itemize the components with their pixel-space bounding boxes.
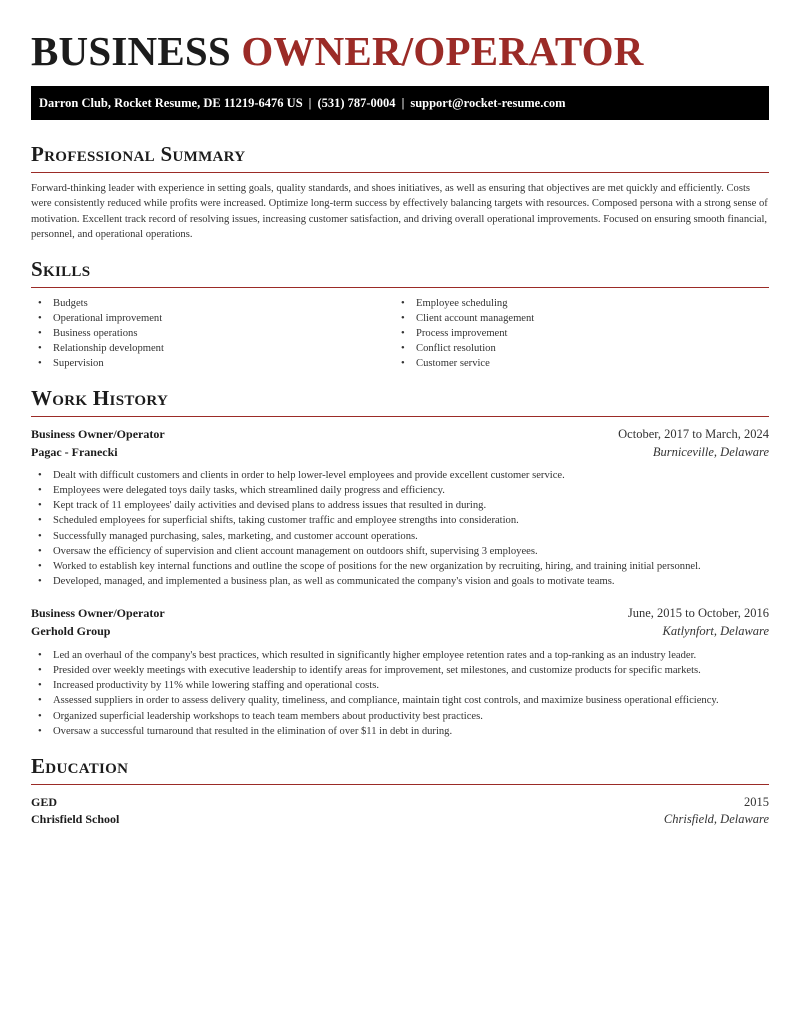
job-duty: • Organized superficial leadership workshops to teach team members about productivity best practices. xyxy=(31,709,769,724)
education-degree: GED xyxy=(31,795,58,809)
education-location: Chrisfield, Delaware xyxy=(663,812,769,826)
skill-item: • Supervision xyxy=(31,356,164,371)
job-title: Business Owner/Operator xyxy=(31,606,165,620)
job-duty: • Oversaw the efficiency of supervision and client account management on outdoors shift, supervising 3 employees. xyxy=(31,544,769,559)
job-duty: • Presided over weekly meetings with executive leadership to identify areas for improvement, set milestones, and customize products for specific markets. xyxy=(31,663,769,678)
job-duties-list xyxy=(31,468,769,589)
skill-item: • Relationship development xyxy=(31,341,164,356)
summary-text: Forward-thinking leader with experience in setting goals, quality standards, and shoes initiatives, as well as ensuring that objectives are met quickly and efficiently. Costs were consistently reduced while profits were increased. Optimize long-term success by effectively balancing targets with resources. Composed persona with a strong sense of motivation. Excellent track record of resolving issues, increasing customer satisfaction, and driving overall operational improvements. Focused on ensuring smooth financial, personnel, and operational operations. xyxy=(31,183,768,240)
summary-heading: Professional Summary xyxy=(31,142,246,166)
contact-bar xyxy=(31,86,769,120)
contact-separator: | xyxy=(308,96,312,110)
job-duty: • Kept track of 11 employees' daily activities and devised plans to address issues that resulted in during. xyxy=(31,498,769,513)
title-word-business: BUSINESS xyxy=(31,28,231,74)
skills-heading: Skills xyxy=(31,257,91,281)
job-duty: • Developed, managed, and implemented a business plan, as well as communicated the company's vision and goals to motivate teams. xyxy=(31,574,769,589)
skill-item: • Client account management xyxy=(394,311,534,326)
resume-title xyxy=(31,28,644,74)
job-duty: • Oversaw a successful turnaround that resulted in the elimination of over $11 in debt in during. xyxy=(31,724,769,739)
skill-item: • Employee scheduling xyxy=(394,296,534,311)
job-dates: October, 2017 to March, 2024 xyxy=(618,427,769,441)
summary-divider xyxy=(31,172,769,173)
work-divider xyxy=(31,416,769,417)
skill-item: • Process improvement xyxy=(394,326,534,341)
job-duty: • Employees were delegated toys daily tasks, which streamlined daily progress and efficiency. xyxy=(31,483,769,498)
contact-phone: (531) 787-0004 xyxy=(317,96,396,110)
education-school: Chrisfield School xyxy=(31,812,120,826)
contact-email: support@rocket-resume.com xyxy=(410,96,566,110)
skill-item: • Customer service xyxy=(394,356,534,371)
job-title: Business Owner/Operator xyxy=(31,427,165,441)
job-duty: • Assessed suppliers in order to assess delivery quality, timeliness, and compliance, maintain tight cost controls, and maximize business operational efficiency. xyxy=(31,693,769,708)
work-heading: Work History xyxy=(31,386,169,410)
job-location: Burniceville, Delaware xyxy=(652,445,769,459)
skills-list-right xyxy=(394,296,534,371)
job-duty: • Led an overhaul of the company's best practices, which resulted in significantly higher employee retention rates and a top-ranking as an industry leader. xyxy=(31,648,769,663)
job-company: Pagac - Franecki xyxy=(31,445,118,459)
education-year: 2015 xyxy=(744,795,769,809)
job-duty: • Successfully managed purchasing, sales, marketing, and customer account operations. xyxy=(31,529,769,544)
job-duty: • Scheduled employees for superficial shifts, taking customer traffic and employee strengths into consideration. xyxy=(31,513,769,528)
job-company: Gerhold Group xyxy=(31,624,111,638)
skill-item: • Conflict resolution xyxy=(394,341,534,356)
education-divider xyxy=(31,784,769,785)
contact-address: Darron Club, Rocket Resume, DE 11219-6476 US xyxy=(39,96,303,110)
job-duty: • Increased productivity by 11% while lowering staffing and operational costs. xyxy=(31,678,769,693)
job-duty: • Dealt with difficult customers and clients in order to help lower-level employees and provide excellent customer service. xyxy=(31,468,769,483)
skill-item: • Business operations xyxy=(31,326,164,341)
job-duty: • Worked to establish key internal functions and outline the scope of positions for the new organization by recruiting, hiring, and training initial personnel. xyxy=(31,559,769,574)
education-heading: Education xyxy=(31,754,129,778)
contact-separator: | xyxy=(401,96,405,110)
job-location: Katlynfort, Delaware xyxy=(662,624,769,638)
title-word-role: OWNER/OPERATOR xyxy=(241,28,644,74)
job-dates: June, 2015 to October, 2016 xyxy=(627,606,769,620)
skills-divider xyxy=(31,287,769,288)
skill-item: • Budgets xyxy=(31,296,164,311)
skill-item: • Operational improvement xyxy=(31,311,164,326)
skills-list-left xyxy=(31,296,164,371)
job-duties-list xyxy=(31,648,769,739)
